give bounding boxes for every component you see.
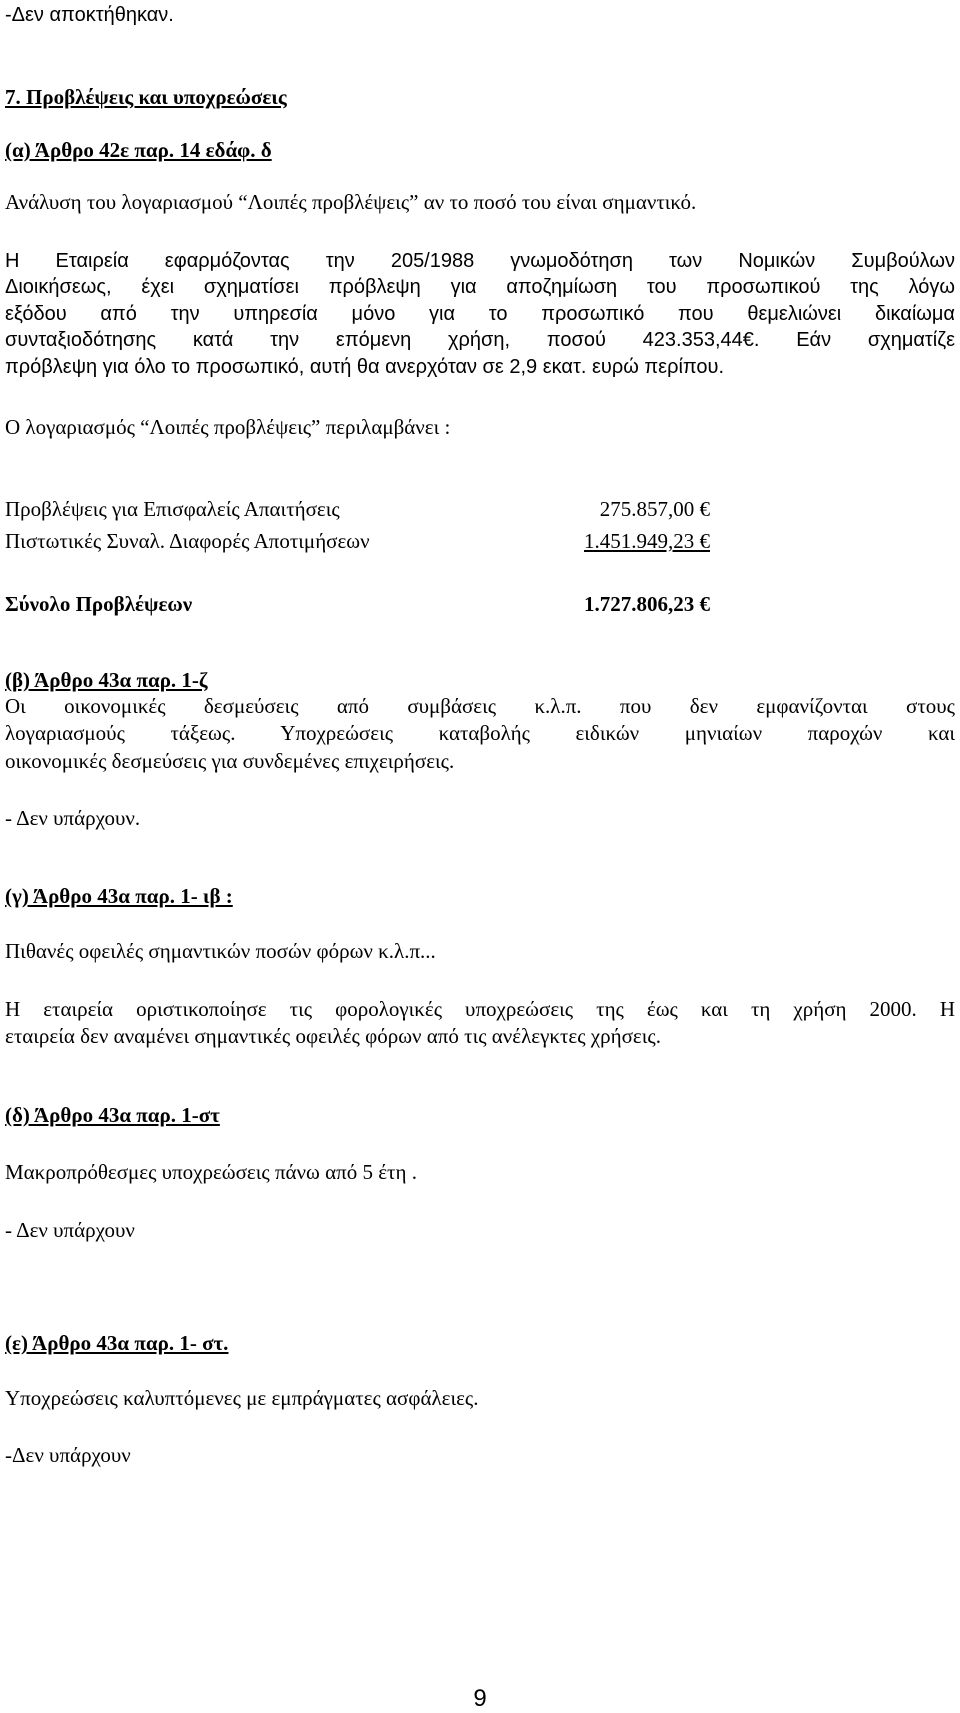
section-b-none: - Δεν υπάρχουν. [5, 806, 141, 830]
paragraph-line: Η εταιρεία οριστικοποίησε τις φορολογικές υποχρεώσεις της έως και τη χρήση 2000. Η [5, 997, 955, 1021]
paragraph-line: συνταξιοδότησης κατά την επόμενη χρήση, ποσού 423.353,44€. Εάν σχηματίζε [5, 329, 955, 352]
paragraph-line: εξόδου από την υπηρεσία μόνο για το προσωπικό που θεμελιώνει δικαίωμα [5, 302, 955, 325]
paragraph-line: εταιρεία δεν αναμένει σημαντικές οφειλές φόρων από τις ανέλεγκτες χρήσεις. [5, 1024, 661, 1049]
provision-label: Προβλέψεις για Επισφαλείς Απαιτήσεις [5, 497, 340, 521]
paragraph-line: πρόβλεψη για όλο το προσωπικό, αυτή θα ανερχόταν σε 2,9 εκατ. ευρώ περίπου. [5, 355, 725, 378]
section-e-intro: Υποχρεώσεις καλυπτόμενες με εμπράγματες ασφάλειες. [5, 1386, 479, 1410]
section-b-heading: (β) Άρθρο 43α παρ. 1-ζ [5, 668, 208, 692]
section-a-intro: Ανάλυση του λογαριασμού “Λοιπές προβλέψεις” αν το ποσό του είναι σημαντικό. [5, 190, 697, 214]
provision-label: Πιστωτικές Συναλ. Διαφορές Αποτιμήσεων [5, 529, 370, 553]
provisions-total-value: 1.727.806,23 € [584, 592, 710, 616]
section-c-intro: Πιθανές οφειλές σημαντικών ποσών φόρων κ.λ.π... [5, 939, 436, 963]
not-acquired-note: -Δεν αποκτήθηκαν. [5, 4, 174, 26]
section-e-heading: (ε) Άρθρο 43α παρ. 1- στ. [5, 1331, 229, 1355]
provision-value: 1.451.949,23 € [584, 529, 710, 553]
section-c-paragraph [5, 996, 955, 1051]
section-d-heading: (δ) Άρθρο 43α παρ. 1-στ [5, 1103, 220, 1127]
paragraph-line: Οι οικονομικές δεσμεύσεις από συμβάσεις κ.λ.π. που δεν εμφανίζονται στους [5, 694, 955, 718]
section-c-heading: (γ) Άρθρο 43α παρ. 1- ιβ : [5, 884, 233, 908]
section-a-paragraph [5, 248, 955, 380]
section-e-none: -Δεν υπάρχουν [5, 1443, 131, 1467]
paragraph-line: Διοικήσεως, έχει σχηματίσει πρόβλεψη για αποζημίωση του προσωπικού της λόγω [5, 276, 955, 299]
section-b-paragraph [5, 693, 955, 775]
paragraph-line: λογαριασμούς τάξεως. Υποχρεώσεις καταβολής ειδικών μηνιαίων παροχών και [5, 721, 955, 746]
section-d-none: - Δεν υπάρχουν [5, 1218, 135, 1242]
paragraph-line: Η Εταιρεία εφαρμόζοντας την 205/1988 γνωμοδότηση των Νομικών Συμβούλων [5, 250, 955, 272]
section-d-intro: Μακροπρόθεσμες υποχρεώσεις πάνω από 5 έτη . [5, 1160, 417, 1184]
section-7-title: 7. Προβλέψεις και υποχρεώσεις [5, 85, 287, 109]
section-a-heading: (α) Άρθρο 42ε παρ. 14 εδάφ. δ [5, 138, 272, 162]
account-includes-text: Ο λογαριασμός “Λοιπές προβλέψεις” περιλαμβάνει : [5, 415, 451, 439]
provision-value: 275.857,00 € [599, 497, 710, 521]
page-number: 9 [473, 1685, 487, 1712]
provisions-total-label: Σύνολο Προβλέψεων [5, 592, 193, 616]
paragraph-line: οικονομικές δεσμεύσεις για συνδεμένες επιχειρήσεις. [5, 748, 455, 773]
